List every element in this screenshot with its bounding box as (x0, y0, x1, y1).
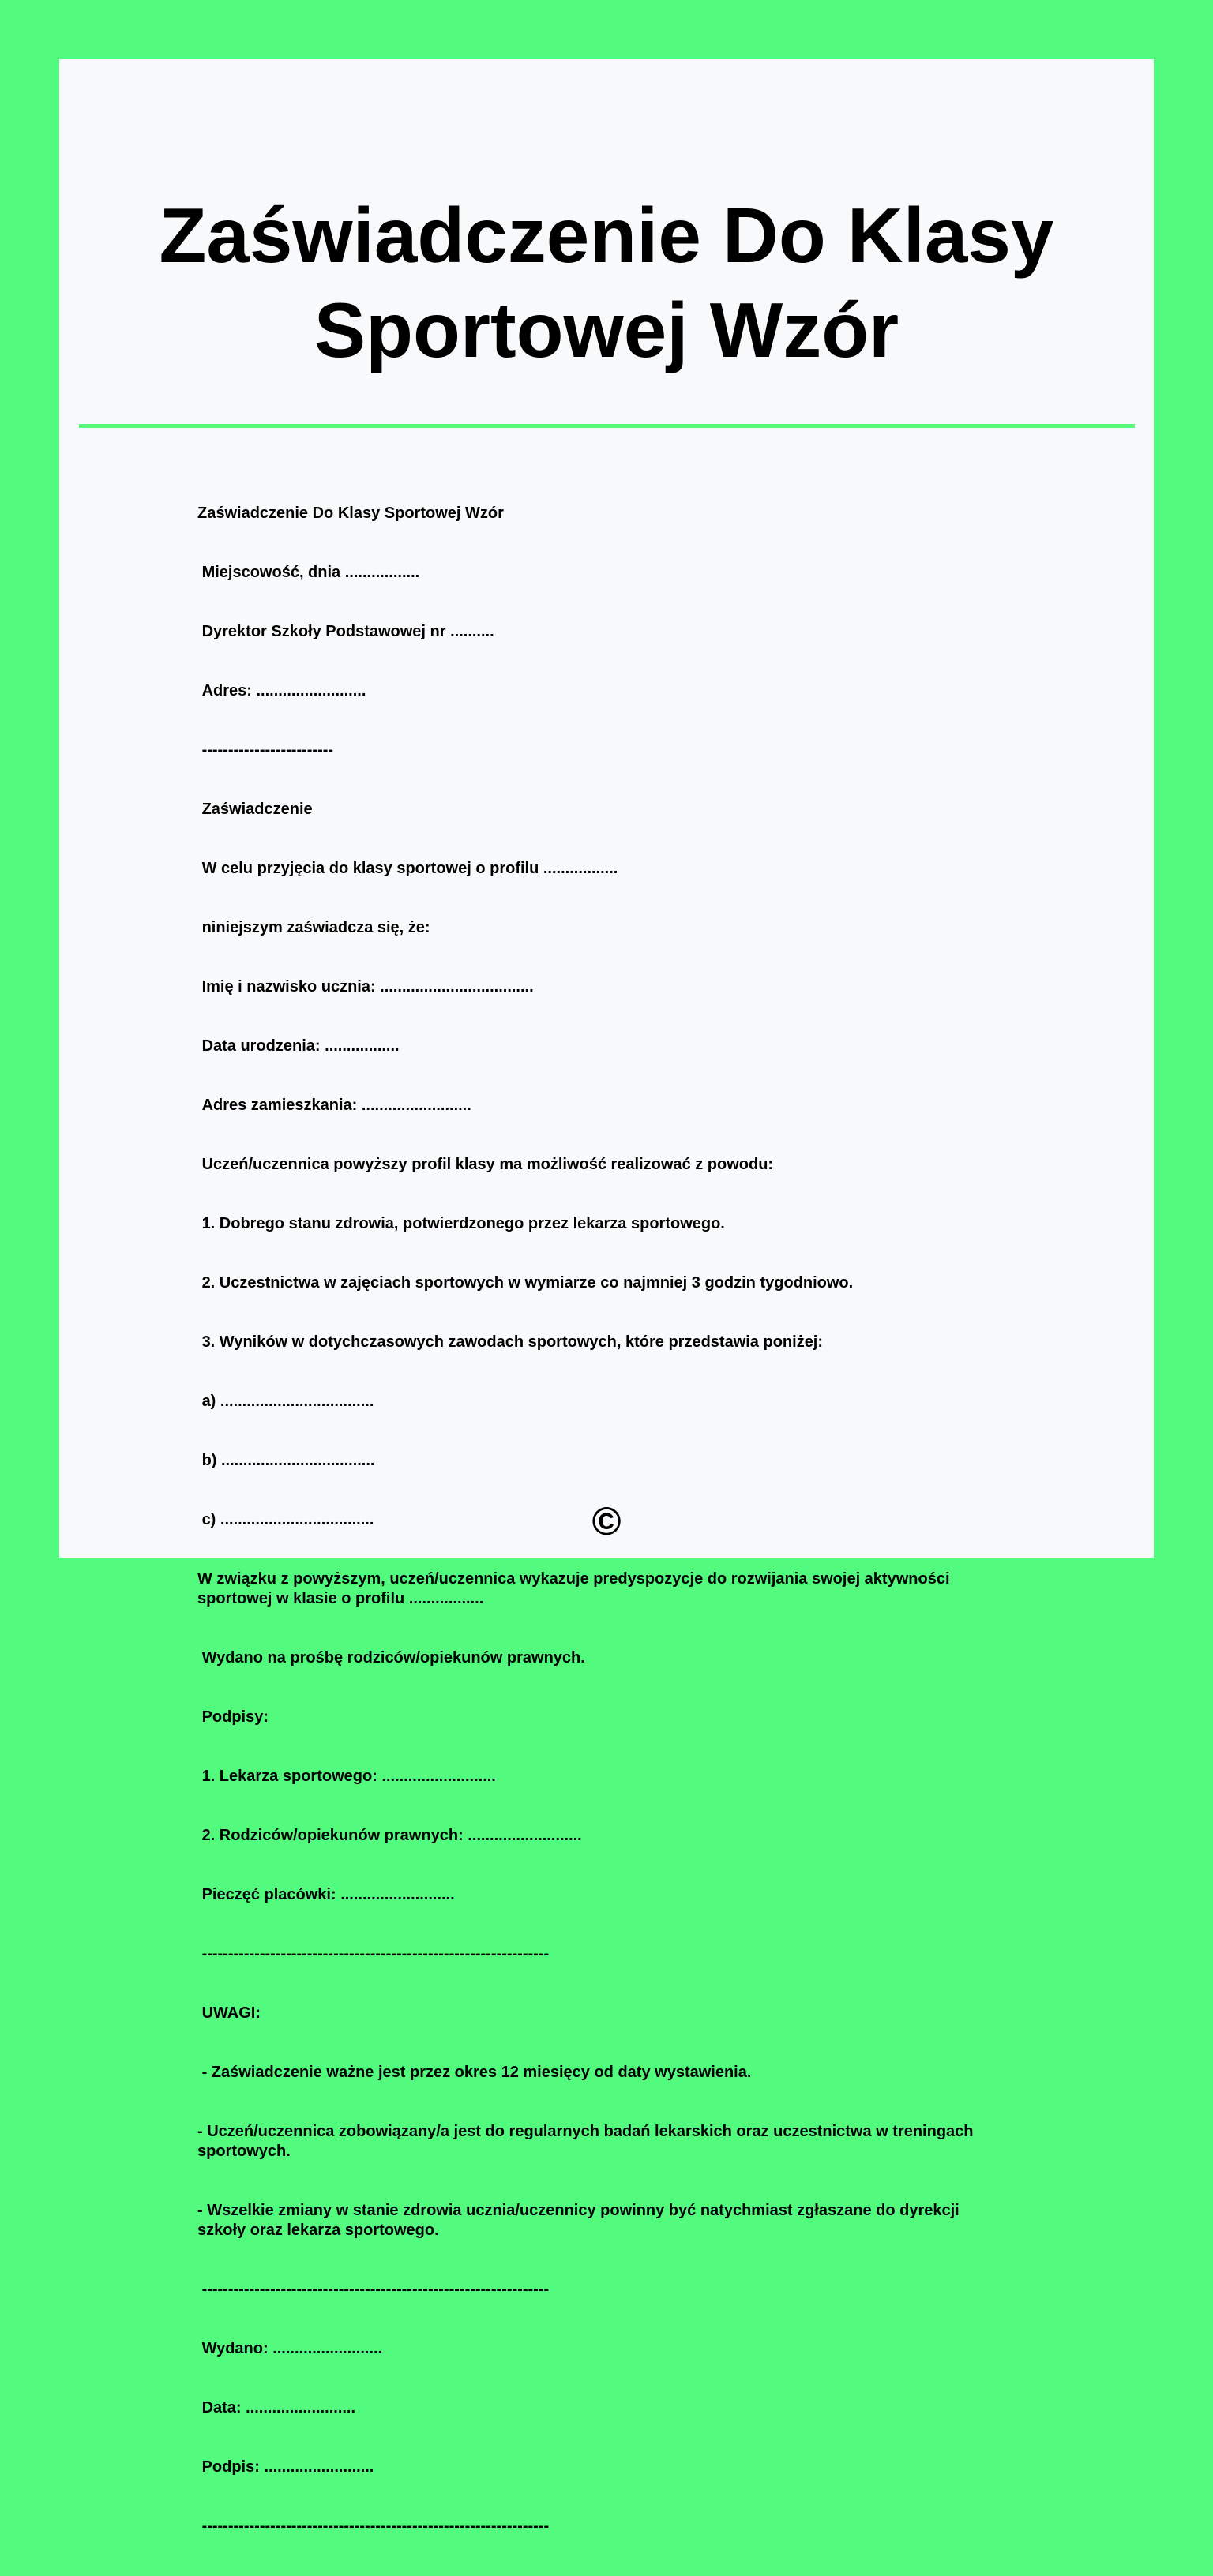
residence-line: Adres zamieszkania: ......................... (197, 1097, 471, 1114)
birth-date-line: Data urodzenia: ................. (197, 1037, 400, 1055)
separator-long-2: ------------------------------------------------------------------ (197, 2281, 550, 2298)
note-1: - Zaświadczenie ważne jest przez okres 12 miesięcy od daty wystawienia. (197, 2064, 752, 2081)
issued-by-line: Wydano: ......................... (197, 2340, 383, 2357)
title-line-2: Sportowej Wzór (314, 287, 899, 373)
reason-1: 1. Dobrego stanu zdrowia, potwierdzonego przez lekarza sportowego. (197, 1215, 725, 1232)
conclusion-paragraph: W związku z powyższym, uczeń/uczennica wykazuje predyspozycje do rozwijania swojej aktywności sportowej w klasie o profilu ................. (197, 1570, 955, 1607)
issued-on-request: Wydano na prośbę rodziców/opiekunów prawnych. (197, 1649, 585, 1667)
title-line-1: Zaświadczenie Do Klasy (159, 192, 1054, 279)
reason-3: 3. Wyników w dotychczasowych zawodach sportowych, które przedstawia poniżej: (197, 1333, 824, 1351)
reason-2: 2. Uczestnictwa w zajęciach sportowych w wymiarze co najmniej 3 godzin tygodniowo. (197, 1274, 854, 1292)
separator-short: ------------------------- (197, 741, 334, 759)
address-line: Adres: ......................... (197, 682, 366, 699)
student-name-line: Imię i nazwisko ucznia: ................................... (197, 978, 534, 996)
signatures-heading: Podpisy: (197, 1708, 269, 1726)
result-c: c) ................................... (197, 1511, 374, 1528)
doc-heading: Zaświadczenie Do Klasy Sportowej Wzór (197, 504, 504, 522)
place-date-line: Miejscowość, dnia ................. (197, 564, 420, 581)
notes-heading: UWAGI: (197, 2004, 261, 2022)
result-b: b) ................................... (197, 1452, 375, 1469)
director-line: Dyrektor Szkoły Podstawowej nr .......... (197, 623, 494, 640)
parents-signature-line: 2. Rodziców/opiekunów prawnych: .......................... (197, 1827, 582, 1844)
signature-line: Podpis: ......................... (197, 2458, 374, 2476)
certify-line: niniejszym zaświadcza się, że: (197, 919, 430, 936)
note-2: - Uczeń/uczennica zobowiązany/a jest do regularnych badań lekarskich oraz uczestnictwa w treningach sportowych. (197, 2123, 978, 2160)
reasons-intro: Uczeń/uczennica powyższy profil klasy ma możliwość realizować z powodu: (197, 1156, 774, 1173)
result-a: a) ................................... (197, 1393, 374, 1410)
separator-long-3: ------------------------------------------------------------------ (197, 2518, 550, 2535)
copyright-icon: © (591, 1499, 622, 1543)
date-line: Data: ......................... (197, 2399, 356, 2417)
page-title (59, 188, 1154, 377)
title-divider (79, 424, 1135, 428)
separator-long-1: ------------------------------------------------------------------ (197, 1945, 550, 1963)
doctor-signature-line: 1. Lekarza sportowego: .......................... (197, 1768, 496, 1785)
stamp-line: Pieczęć placówki: .......................... (197, 1886, 455, 1903)
purpose-line: W celu przyjęcia do klasy sportowej o profilu ................. (197, 860, 618, 877)
document-card (59, 59, 1154, 2535)
note-3: - Wszelkie zmiany w stanie zdrowia ucznia/uczennicy powinny być natychmiast zgłaszane do dyrekcji szkoły oraz lekarza sportowego. (197, 2202, 964, 2239)
certificate-heading: Zaświadczenie (197, 801, 313, 818)
